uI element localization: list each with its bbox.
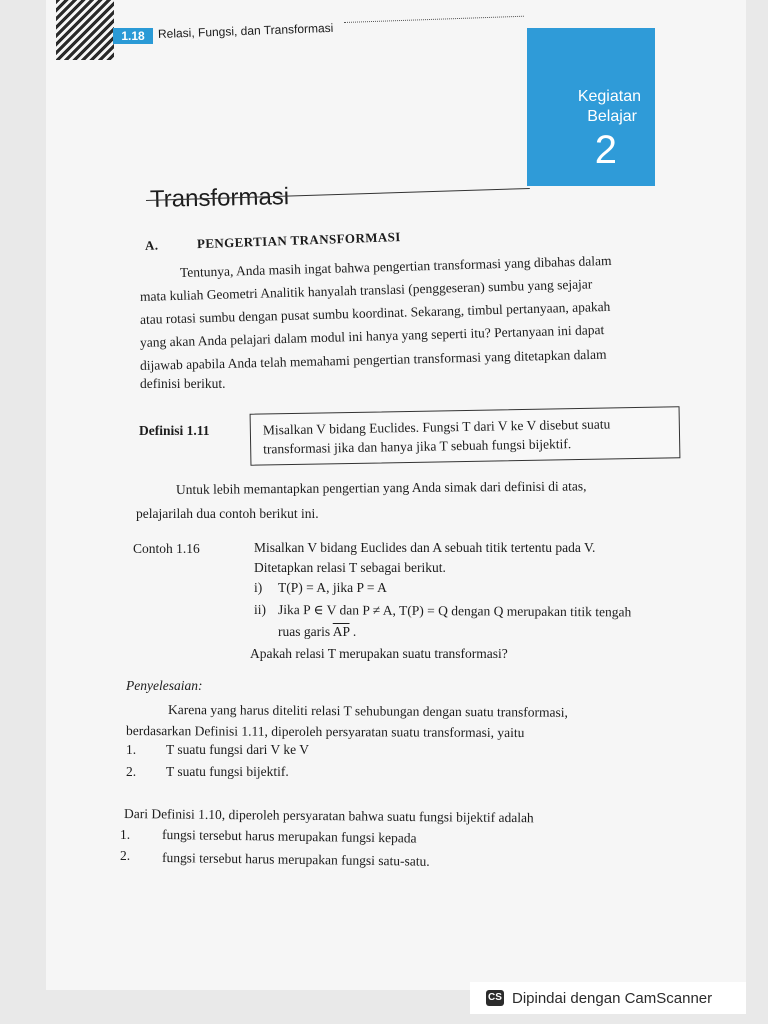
- chapter-title: Transformasi: [149, 183, 290, 213]
- activity-label-2: Belajar: [587, 108, 637, 125]
- watermark-text: Dipindai dengan CamScanner: [512, 989, 713, 1007]
- list-item: T suatu fungsi dari V ke V: [166, 742, 309, 757]
- activity-label-1: Kegiatan: [577, 88, 641, 105]
- example-question: Apakah relasi T merupakan suatu transformasi?: [250, 646, 508, 661]
- example-line: Misalkan V bidang Euclides dan A sebuah titik tertentu pada V.: [254, 540, 596, 555]
- example-item-continuation: ruas garis $\overline{AP}$ .: [278, 624, 357, 639]
- page-number: 1.18: [113, 28, 153, 44]
- running-title: Relasi, Fungsi, dan Transformasi: [157, 20, 334, 41]
- activity-number: 2: [594, 128, 617, 172]
- example-item: T(P) = A, jika P = A: [278, 580, 387, 595]
- definition-line: transformasi jika dan hanya jika T sebuah fungsi bijektif.: [263, 436, 572, 457]
- solution-heading: Penyelesaian:: [126, 678, 203, 693]
- camscanner-icon: CS: [486, 990, 504, 1006]
- example-item: Jika P ∈ V dan P ≠ A, T(P) = Q dengan Q merupakan titik tengah: [277, 602, 632, 620]
- example-line: Ditetapkan relasi T sebagai berikut.: [254, 560, 446, 575]
- list-number: 1.: [126, 742, 137, 757]
- list-item: fungsi tersebut harus merupakan fungsi kepada: [161, 827, 417, 846]
- intro-line: definisi berikut.: [140, 376, 226, 391]
- solution-line: Karena yang harus diteliti relasi T sehubungan dengan suatu transformasi,: [167, 702, 568, 720]
- example-item-marker: ii): [254, 602, 266, 617]
- camscanner-watermark: [470, 982, 746, 1014]
- intro-line: atau rotasi sumbu dengan pusat sumbu koordinat. Sekarang, timbul pertanyaan, apakah: [139, 298, 611, 327]
- definition-label: Definisi 1.11: [139, 423, 210, 438]
- solution-paragraph: Dari Definisi 1.10, diperoleh persyaratan bahwa suatu fungsi bijektif adalah: [123, 806, 534, 826]
- definition-line: Misalkan V bidang Euclides. Fungsi T dari V ke V disebut suatu: [262, 416, 611, 438]
- intro-line: Tentunya, Anda masih ingat bahwa pengertian transformasi yang dibahas dalam: [179, 252, 612, 280]
- example-item-text: ruas garis: [278, 624, 331, 639]
- section-title: PENGERTIAN TRANSFORMASI: [196, 229, 401, 252]
- intro-line: dijawab apabila Anda telah memahami pengertian transformasi yang ditetapkan dalam: [139, 346, 607, 373]
- definition-box: [250, 406, 681, 465]
- transition-line: Untuk lebih memantapkan pengertian yang Anda simak dari definisi di atas,: [175, 478, 587, 497]
- solution-line: berdasarkan Definisi 1.11, diperoleh persyaratan suatu transformasi, yaitu: [125, 723, 525, 741]
- example-label: Contoh 1.16: [133, 541, 200, 556]
- intro-line: yang akan Anda pelajari dalam modul ini hanya yang seperti itu? Pertanyaan ini dapat: [139, 322, 605, 350]
- list-item: T suatu fungsi bijektif.: [166, 764, 289, 779]
- activity-box: [527, 28, 655, 186]
- list-number: 1.: [120, 827, 131, 842]
- header-hatch-decoration: [56, 0, 114, 60]
- list-item: fungsi tersebut harus merupakan fungsi satu-satu.: [161, 850, 430, 869]
- segment-ap: $\overline{AP}$: [332, 624, 350, 639]
- transition-line: pelajarilah dua contoh berikut ini.: [136, 506, 319, 521]
- list-number: 2.: [120, 848, 131, 863]
- list-number: 2.: [126, 764, 137, 779]
- section-letter: A.: [144, 237, 159, 253]
- intro-line: mata kuliah Geometri Analitik hanyalah translasi (penggeseran) sumbu yang sejajar: [139, 276, 593, 304]
- example-item-marker: i): [254, 580, 263, 595]
